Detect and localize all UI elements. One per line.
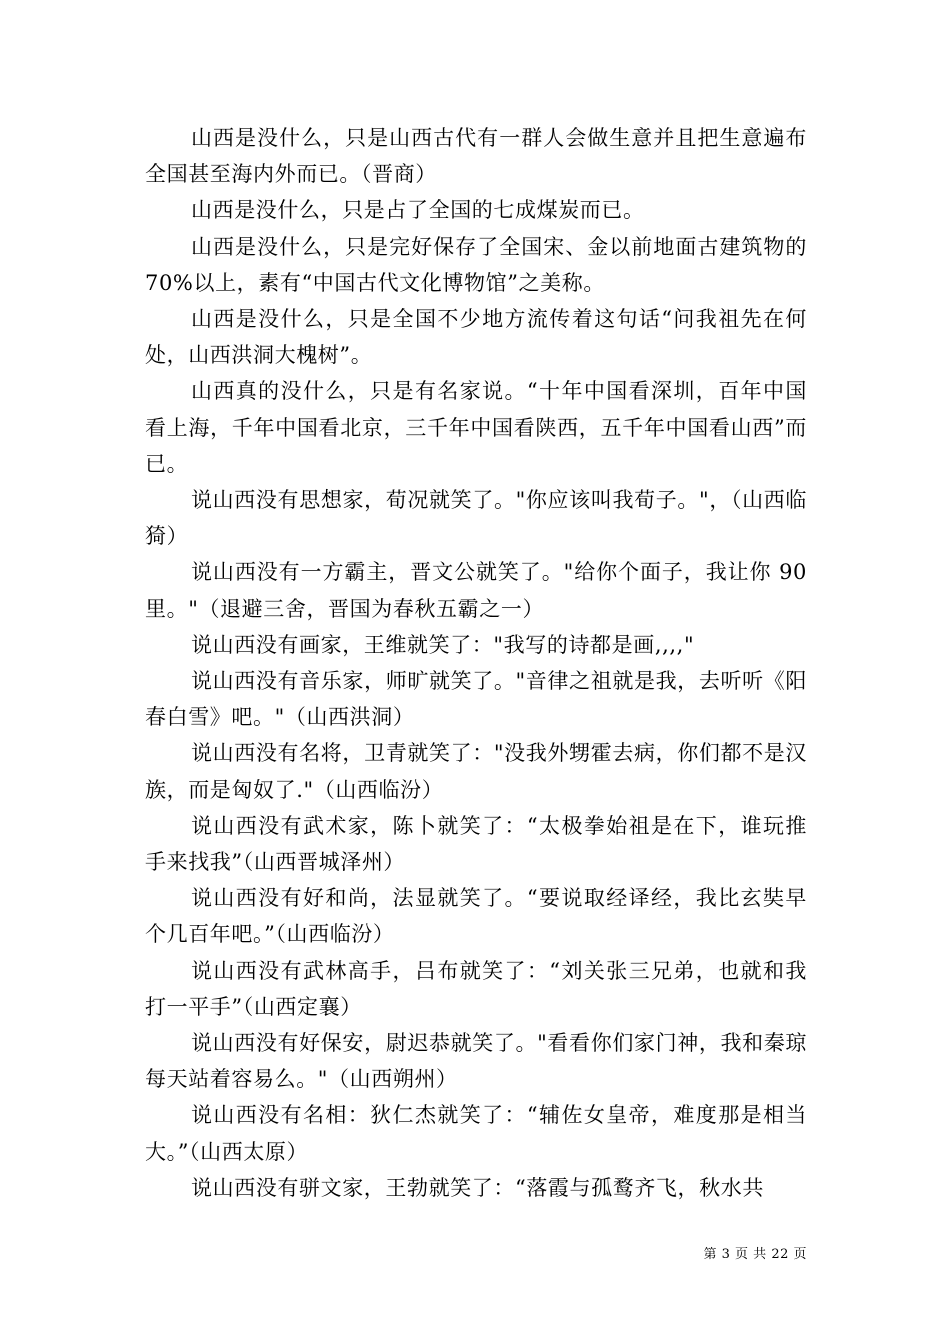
paragraph-4: 山西是没什么，只是全国不少地方流传着这句话“问我祖先在何处，山西洪洞大槐树”。 <box>145 307 807 368</box>
page-number-footer: 第 3 页 共 22 页 <box>703 1247 807 1262</box>
paragraph-7: 说山西没有一方霸主，晋文公就笑了。"给你个面子，我让你 90 里。"（退避三舍，晋国为春秋五霸之一） <box>145 560 807 621</box>
paragraph-11: 说山西没有武术家，陈卜就笑了：“太极拳始祖是在下，谁玩推手来找我”（山西晋城泽州） <box>145 813 807 875</box>
paragraph-15: 说山西没有名相：狄仁杰就笑了：“辅佐女皇帝，难度那是相当大。”（山西太原） <box>145 1103 807 1164</box>
paragraph-8: 说山西没有画家，王维就笑了："我写的诗都是画,,,," <box>191 632 695 657</box>
paragraph-14: 说山西没有好保安，尉迟恭就笑了。"看看你们家门神，我和秦琼每天站着容易么。"（山西朔州） <box>145 1031 807 1092</box>
document-body <box>145 120 807 1206</box>
paragraph-2: 山西是没什么，只是占了全国的七成煤炭而已。 <box>191 198 645 223</box>
paragraph-3: 山西是没什么，只是完好保存了全国宋、金以前地面古建筑物的 70%以上，素有“中国古代文化博物馆”之美称。 <box>145 234 807 295</box>
paragraph-10: 说山西没有名将，卫青就笑了："没我外甥霍去病，你们都不是汉族，而是匈奴了."（山西临汾） <box>145 741 807 802</box>
paragraph-1: 山西是没什么，只是山西古代有一群人会做生意并且把生意遍布全国甚至海内外而已。（晋商） <box>145 126 807 187</box>
paragraph-12: 说山西没有好和尚，法显就笑了。“要说取经译经，我比玄奘早个几百年吧。”（山西临汾） <box>145 886 807 947</box>
paragraph-9: 说山西没有音乐家，师旷就笑了。"音律之祖就是我，去听听《阳春白雪》吧。"（山西洪洞） <box>145 669 807 730</box>
paragraph-6: 说山西没有思想家，荀况就笑了。"你应该叫我荀子。"，（山西临猗） <box>145 488 807 549</box>
paragraph-5: 山西真的没什么，只是有名家说。“十年中国看深圳，百年中国看上海，千年中国看北京，三千年中国看陕西，五千年中国看山西”而已。 <box>145 379 807 476</box>
paragraph-13: 说山西没有武林高手，吕布就笑了：“刘关张三兄弟，也就和我打一平手”（山西定襄） <box>145 958 807 1019</box>
paragraph-16: 说山西没有骈文家，王勃就笑了：“落霞与孤鹜齐飞，秋水共 <box>191 1175 764 1200</box>
